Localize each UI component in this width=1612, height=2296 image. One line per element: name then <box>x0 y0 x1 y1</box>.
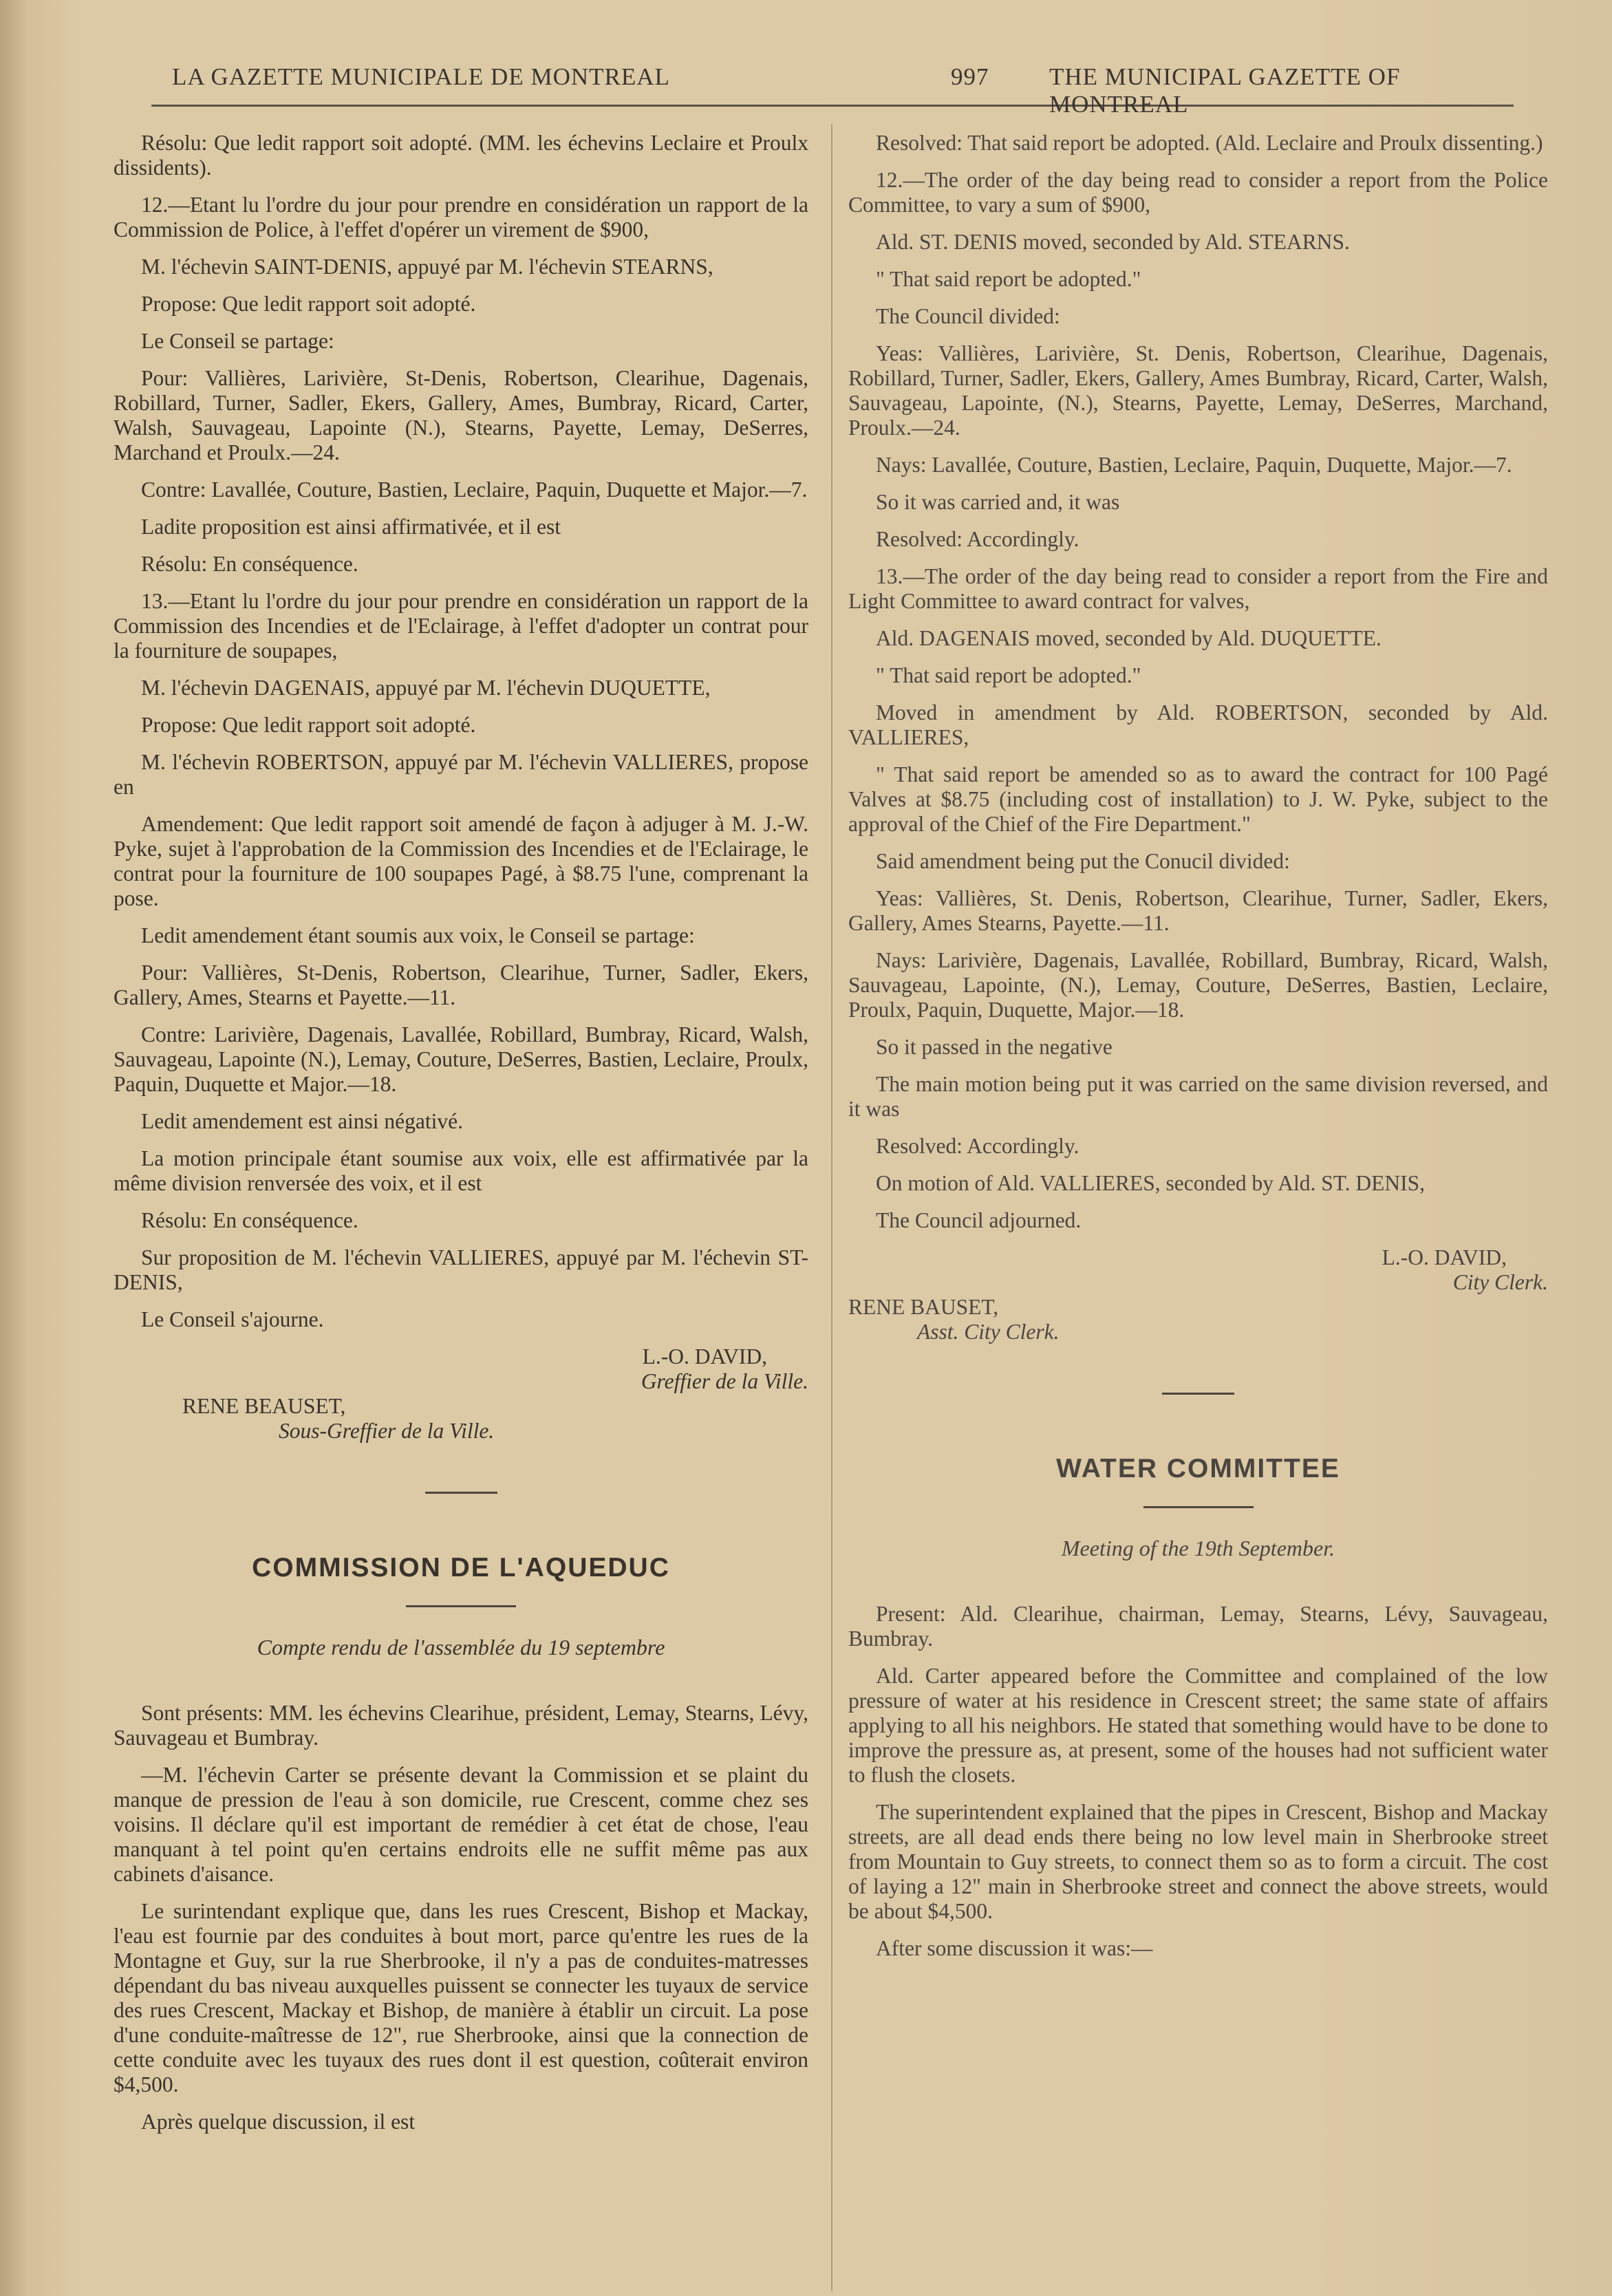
section-divider <box>425 1492 497 1494</box>
paragraph: Résolu: En conséquence. <box>141 552 358 576</box>
column-divider <box>831 124 832 2291</box>
paragraph: Yeas: Vallières, Larivière, St. Denis, Robertson, Clearihue, Dagenais, Robillard, Turner, Sadler, Ekers, Gallery, Ames Bumbray, Ricard, Carter, Walsh, Sauvageau, Lapointe, (N.), Stearns, Payette, Lemay, DeSerres, Marchand, Proulx.—24. <box>848 341 1548 440</box>
section-subtitle: Compte rendu de l'assemblée du 19 septembre <box>257 1635 665 1660</box>
paragraph: Le Conseil se partage: <box>141 329 334 353</box>
signature-title-2: Asst. City Clerk. <box>917 1320 1060 1344</box>
section-title: WATER COMMITTEE <box>1056 1454 1340 1483</box>
section-subtitle: Meeting of the 19th September. <box>1061 1536 1335 1560</box>
paragraph: So it passed in the negative <box>876 1035 1113 1059</box>
paragraph: Résolu: Que ledit rapport soit adopté. (MM. les échevins Leclaire et Proulx dissidents). <box>114 131 808 180</box>
paragraph: Résolu: En conséquence. <box>141 1208 358 1232</box>
paragraph: Nays: Lavallée, Couture, Bastien, Leclaire, Paquin, Duquette, Major.—7. <box>876 453 1512 477</box>
paragraph: Ald. DAGENAIS moved, seconded by Ald. DUQUETTE. <box>876 626 1382 650</box>
paragraph: Après quelque discussion, il est <box>141 2110 416 2134</box>
paragraph: 13.—Etant lu l'ordre du jour pour prendre en considération un rapport de la Commission des Incendies et de l'Eclairage, à l'effet d'adopter un contrat pour la fourniture de soupapes, <box>114 589 808 663</box>
signature-title: City Clerk. <box>1452 1270 1548 1294</box>
page-header <box>151 56 1514 118</box>
paragraph: Moved in amendment by Ald. ROBERTSON, seconded by Ald. VALLIERES, <box>848 700 1548 749</box>
paragraph: Present: Ald. Clearihue, chairman, Lemay, Stearns, Lévy, Sauvageau, Bumbray. <box>848 1602 1548 1651</box>
paragraph: Ald. Carter appeared before the Committee and complained of the low pressure of water at his residence in Crescent street; the same state of affairs applying to all his neighbors. He stated that something would have to be done to improve the pressure as, at present, some of the houses had not sufficient water to flush the closets. <box>848 1664 1548 1787</box>
paragraph: Ledit amendement est ainsi négativé. <box>141 1109 463 1133</box>
paragraph: M. l'échevin SAINT-DENIS, appuyé par M. l'échevin STEARNS, <box>141 255 713 279</box>
paragraph: Contre: Lavallée, Couture, Bastien, Leclaire, Paquin, Duquette et Major.—7. <box>141 478 808 502</box>
paragraph: Propose: Que ledit rapport soit adopté. <box>141 292 476 316</box>
title-rule <box>1143 1506 1254 1508</box>
signature-name-2: RENE BAUSET, <box>848 1295 999 1319</box>
paragraph: Pour: Vallières, St-Denis, Robertson, Clearihue, Turner, Sadler, Ekers, Gallery, Ames, Stearns et Payette.—11. <box>114 961 808 1009</box>
page-number: 997 <box>951 63 989 90</box>
paragraph: Resolved: Accordingly. <box>876 527 1079 551</box>
paragraph: La motion principale étant soumise aux voix, elle est affirmativée par la même division renversée des voix, et il est <box>114 1146 808 1195</box>
paragraph: Sur proposition de M. l'échevin VALLIERES, appuyé par M. l'échevin ST-DENIS, <box>114 1245 808 1294</box>
paragraph: The Council adjourned. <box>876 1208 1082 1232</box>
paragraph: Nays: Larivière, Dagenais, Lavallée, Robillard, Bumbray, Ricard, Walsh, Sauvageau, Lapointe, (N.), Lemay, Couture, DeSerres, Bastien, Leclaire, Proulx, Paquin, Duquette, Major.—18. <box>848 948 1548 1022</box>
paragraph: " That said report be adopted." <box>876 663 1141 687</box>
paragraph: 12.—The order of the day being read to consider a report from the Police Committee, to vary a sum of $900, <box>848 168 1548 217</box>
paragraph: Le Conseil s'ajourne. <box>141 1307 324 1331</box>
paragraph: M. l'échevin ROBERTSON, appuyé par M. l'échevin VALLIERES, propose en <box>114 750 808 799</box>
paragraph: Contre: Larivière, Dagenais, Lavallée, Robillard, Bumbray, Ricard, Walsh, Sauvageau, Lapointe (N.), Lemay, Couture, DeSerres, Bastien, Leclaire, Proulx, Paquin, Duquette et Major.—18. <box>114 1022 808 1096</box>
paragraph: After some discussion it was:— <box>876 1936 1153 1960</box>
paragraph: " That said report be amended so as to award the contract for 100 Pagé Valves at $8.75 (including cost of installation) to J. W. Pyke, subject to the approval of the Chief of the Fire Department." <box>848 762 1548 836</box>
paragraph: 13.—The order of the day being read to consider a report from the Fire and Light Committee to award contract for valves, <box>848 564 1548 613</box>
paragraph: " That said report be adopted." <box>876 267 1141 291</box>
header-english-title: THE MUNICIPAL GAZETTE OF MONTREAL <box>1049 63 1401 118</box>
paragraph: On motion of Ald. VALLIERES, seconded by Ald. ST. DENIS, <box>876 1171 1425 1195</box>
signature-name: L.-O. DAVID, <box>1382 1245 1507 1269</box>
title-rule <box>406 1605 516 1607</box>
paragraph: Yeas: Vallières, St. Denis, Robertson, Clearihue, Turner, Sadler, Ekers, Gallery, Ames Stearns, Payette.—11. <box>848 886 1548 935</box>
section-divider <box>1162 1393 1234 1395</box>
paragraph: Resolved: That said report be adopted. (Ald. Leclaire and Proulx dissenting.) <box>876 131 1543 155</box>
signature-name: L.-O. DAVID, <box>642 1344 767 1369</box>
paragraph: Resolved: Accordingly. <box>876 1134 1079 1158</box>
signature-name-2: RENE BEAUSET, <box>182 1394 346 1418</box>
french-column <box>114 131 808 2147</box>
section-title: COMMISSION DE L'AQUEDUC <box>252 1553 670 1582</box>
paragraph: Amendement: Que ledit rapport soit amendé de façon à adjuger à M. J.-W. Pyke, sujet à l'approbation de la Commission des Incendies et de l'Eclairage, le contrat pour la fourniture de 100 soupapes Pagé, à $8.75 l'une, comprenant la pose. <box>114 812 808 910</box>
paragraph: Said amendment being put the Conucil divided: <box>876 849 1290 873</box>
paragraph: Ledit amendement étant soumis aux voix, le Conseil se partage: <box>141 923 695 947</box>
signature-title-2: Sous-Greffier de la Ville. <box>279 1419 495 1443</box>
paragraph: So it was carried and, it was <box>876 490 1120 514</box>
english-column <box>848 131 1548 1973</box>
paragraph: The main motion being put it was carried on the same division reversed, and it was <box>848 1072 1548 1121</box>
paragraph: Propose: Que ledit rapport soit adopté. <box>141 713 476 737</box>
paragraph: —M. l'échevin Carter se présente devant la Commission et se plaint du manque de pression de l'eau à son domicile, rue Crescent, comme chez ses voisins. Il déclare qu'il est important de remédier à cet état de chose, l'eau manquant à tel point qu'en certains endroits elle ne suffit même pas aux cabinets d'aisance. <box>114 1763 808 1886</box>
paragraph: The Council divided: <box>876 304 1060 328</box>
paragraph: Ald. ST. DENIS moved, seconded by Ald. STEARNS. <box>876 230 1350 254</box>
paragraph: The superintendent explained that the pipes in Crescent, Bishop and Mackay streets, are all dead ends there being no low level main in Sherbrooke street from Mountain to Guy streets, to connect them so as to form a circuit. The cost of laying a 12" main in Sherbrooke street and connect the above streets, would be about $4,500. <box>848 1800 1548 1923</box>
paragraph: Ladite proposition est ainsi affirmativée, et il est <box>141 515 561 539</box>
paragraph: 12.—Etant lu l'ordre du jour pour prendre en considération un rapport de la Commission de Police, à l'effet d'opérer un virement de $900, <box>114 193 808 242</box>
header-french-title: LA GAZETTE MUNICIPALE DE MONTREAL <box>172 63 670 90</box>
paragraph: Pour: Vallières, Larivière, St-Denis, Robertson, Clearihue, Dagenais, Robillard, Turner, Sadler, Ekers, Gallery, Ames, Bumbray, Ricard, Carter, Walsh, Sauvageau, Lapointe (N.), Stearns, Payette, Lemay, DeSerres, Marchand et Proulx.—24. <box>114 366 808 464</box>
paragraph: Sont présents: MM. les échevins Clearihue, président, Lemay, Stearns, Lévy, Sauvageau et Bumbray. <box>114 1701 808 1750</box>
paragraph: Le surintendant explique que, dans les rues Crescent, Bishop et Mackay, l'eau est fournie par des conduites à bout mort, parce qu'entre les rues de la Montagne et Guy, sur la rue Sherbrooke, il n'y a pas de conduites-matresses dépendant du bas niveau auxquelles puissent se connecter les tuyaux de service des rues Crescent, Mackay et Bishop, de manière à établir un circuit. La pose d'une conduite-maîtresse de 12", rue Sherbrooke, ainsi que la connection de cette conduite avec les tuyaux des rues dont il est question, coûterait environ $4,500. <box>114 1899 808 2096</box>
signature-title: Greffier de la Ville. <box>641 1369 808 1393</box>
paragraph: M. l'échevin DAGENAIS, appuyé par M. l'échevin DUQUETTE, <box>141 676 711 700</box>
